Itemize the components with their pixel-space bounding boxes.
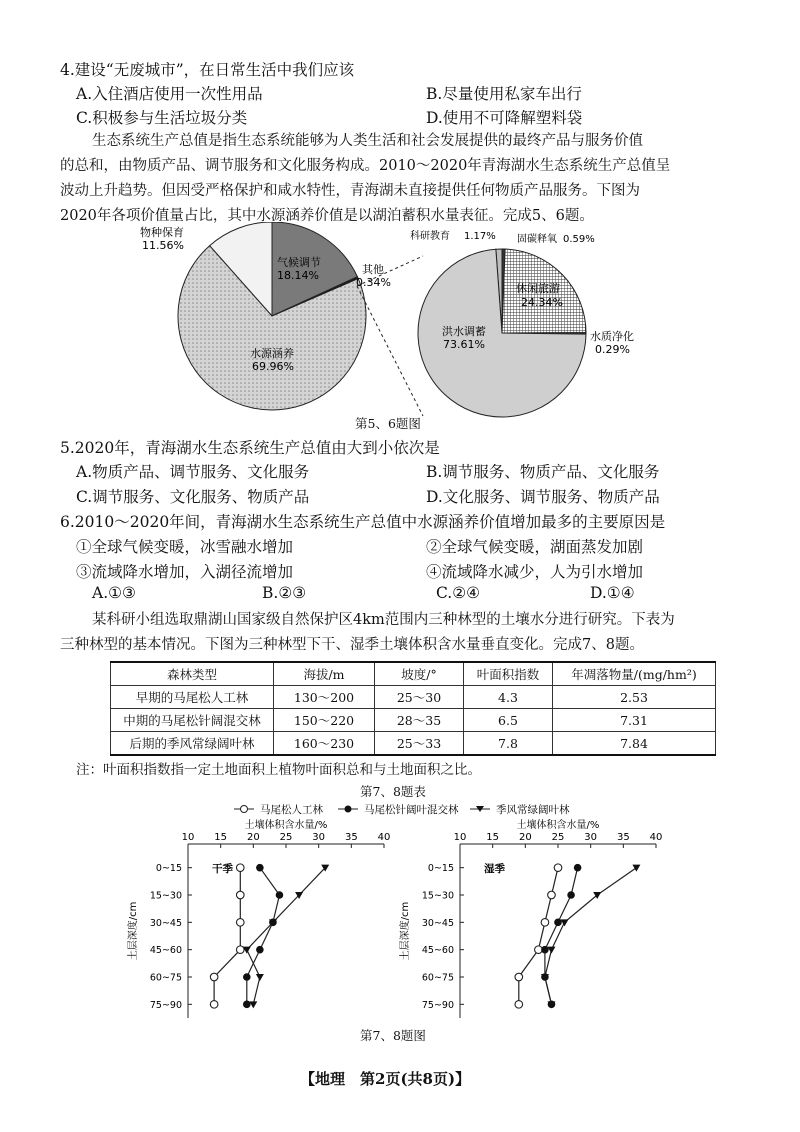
table-header-cell: 森林类型 (111, 662, 274, 686)
table-cell: 中期的马尾松针阔混交林 (111, 709, 274, 732)
line-chart-ytick-label: 0~15 (427, 863, 454, 875)
q6-item-2: ②全球气候变暖，湖面蒸发加剧 (426, 538, 644, 556)
legend-label-plantation: 马尾松人工林 (260, 804, 323, 816)
line-chart-xtick-label: 35 (616, 832, 630, 843)
table-cell: 7.84 (553, 732, 716, 756)
point-plantation (236, 919, 244, 927)
table-cell: 160～230 (274, 732, 375, 756)
line-chart-ytick-label: 30~45 (149, 917, 182, 929)
pie1-value-species: 11.56% (142, 239, 184, 252)
point-plantation (236, 864, 244, 872)
line-caption: 第7、8题图 (360, 1028, 426, 1043)
table-row (111, 732, 716, 756)
table-cell: 4.3 (464, 686, 553, 709)
intro56-line3: 波动上升趋势。但因受严格保护和咸水特性，青海湖未直接提供任何物质产品服务。下图为 (60, 183, 640, 199)
line-series-0 (519, 868, 558, 1005)
point-plantation (535, 946, 543, 954)
line-chart-xtick-label: 30 (312, 832, 326, 843)
pie2-label-flood: 洪水调蓄 (442, 325, 486, 338)
legend-label-mixed: 马尾松针阔叶混交林 (364, 804, 459, 816)
point-mixed (574, 864, 582, 872)
point-plantation (236, 891, 244, 899)
pie2-value-carbon: 0.59% (563, 234, 595, 245)
q4-option-d: D.使用不可降解塑料袋 (426, 109, 583, 127)
point-plantation (515, 973, 523, 981)
line-chart-ytick-label: 15~30 (149, 890, 182, 902)
q6-option-b: B.②③ (262, 584, 307, 602)
legend-label-broadleaf: 季风常绿阔叶林 (496, 804, 570, 816)
q5-stem: 5.2020年，青海湖水生态系统生产总值由大到小依次是 (60, 439, 440, 457)
table-cell: 7.8 (464, 732, 553, 756)
q5-option-b: B.调节服务、物质产品、文化服务 (426, 463, 660, 481)
point-mixed (276, 891, 284, 899)
point-plantation (210, 973, 218, 981)
pie1-label-other: 其他 (362, 263, 384, 276)
line-chart-ytick-label: 30~45 (421, 917, 454, 929)
line-chart-season-label: 湿季 (484, 863, 505, 875)
point-mixed (567, 891, 575, 899)
line-chart-ytick-label: 45~60 (149, 945, 182, 957)
pie2-value-research: 1.17% (464, 231, 496, 242)
point-mixed (256, 864, 264, 872)
q5-option-a: A.物质产品、调节服务、文化服务 (76, 463, 310, 481)
q4-option-b: B.尽量使用私家车出行 (426, 85, 582, 103)
line-series-2 (247, 868, 325, 1005)
line-chart-ytick-label: 75~90 (421, 999, 454, 1011)
line-chart-ytick-label: 75~90 (149, 999, 182, 1011)
table-row (111, 709, 716, 732)
table-cell: 25～33 (375, 732, 464, 756)
pie-caption: 第5、6题图 (355, 416, 421, 431)
line-chart-ytick-label: 60~75 (149, 972, 182, 984)
point-mixed (243, 973, 251, 981)
intro56-line4: 2020年各项价值量占比，其中水源涵养价值是以湖泊蓄积水量表征。完成5、6题。 (60, 208, 594, 224)
legend-marker-mixed (345, 806, 352, 813)
pie2-label-purify: 水质净化 (590, 330, 634, 343)
point-plantation (548, 891, 556, 899)
forest-table (110, 661, 716, 756)
pie2-label-tourism: 休闲旅游 (516, 282, 560, 295)
q4-option-a: A.入住酒店使用一次性用品 (76, 85, 263, 103)
line-chart-xtick-label: 15 (214, 832, 228, 843)
table-cell: 7.31 (553, 709, 716, 732)
q5-option-c: C.调节服务、文化服务、物质产品 (76, 488, 310, 506)
pie1-label-climate: 气候调节 (277, 256, 321, 269)
line-chart-xtick-label: 25 (551, 832, 565, 843)
intro56-line2: 的总和，由物质产品、调节服务和文化服务构成。2010～2020年青海湖水生态系统生产总值呈 (60, 158, 671, 174)
q5-option-d: D.文化服务、调节服务、物质产品 (426, 488, 660, 506)
q4-stem: 4.建设“无废城市”，在日常生活中我们应该 (60, 61, 355, 79)
table-cell: 后期的季风常绿阔叶林 (111, 732, 274, 756)
pie1-label-water: 水源涵养 (250, 347, 294, 360)
line-chart-ytick-label: 0~15 (155, 863, 182, 875)
q6-stem: 6.2010～2020年间，青海湖水生态系统生产总值中水源涵养价值增加最多的主要原因是 (60, 513, 666, 531)
line-series-2 (545, 868, 637, 1005)
table-note: 注：叶面积指数指一定土地面积上植物叶面积总和与土地面积之比。 (76, 762, 481, 778)
q6-item-1: ①全球气候变暖，冰雪融水增加 (76, 538, 294, 556)
q4-option-c: C.积极参与生活垃圾分类 (76, 109, 248, 127)
point-mixed (554, 919, 562, 927)
line-chart-ylabel: 土层深度/cm (400, 901, 411, 961)
line-chart-xtick-label: 20 (246, 832, 260, 843)
line-chart-season-label: 干季 (212, 863, 233, 875)
point-mixed (243, 1001, 251, 1009)
q6-item-4: ④流域降水减少，人为引水增加 (426, 563, 644, 581)
line-chart-xtick-label: 10 (181, 832, 195, 843)
pie2-label-carbon: 固碳释氧 (517, 234, 557, 245)
table-row (111, 686, 716, 709)
pie-figure (120, 222, 680, 422)
line-chart-xtick-label: 35 (344, 832, 358, 843)
table-header-cell: 坡度/° (375, 662, 464, 686)
line-chart-ylabel: 土层深度/cm (128, 901, 139, 961)
table-cell: 150～220 (274, 709, 375, 732)
line-chart-ytick-label: 15~30 (421, 890, 454, 902)
line-chart-xtick-label: 20 (518, 832, 532, 843)
pie1-label-species: 物种保育 (140, 226, 184, 239)
line-chart-ytick-label: 45~60 (421, 945, 454, 957)
table-cell: 2.53 (553, 686, 716, 709)
point-plantation (554, 864, 562, 872)
line-series-1 (247, 868, 280, 1005)
line-chart-xlabel: 土壤体积含水量/% (244, 820, 328, 831)
point-broadleaf (632, 865, 640, 872)
q6-option-a: A.①③ (92, 584, 136, 602)
point-plantation (236, 946, 244, 954)
point-plantation (541, 919, 549, 927)
pie2-value-flood: 73.61% (443, 338, 485, 351)
page-footer: 【地理 第2页(共8页)】 (300, 1070, 471, 1088)
table-caption: 第7、8题表 (360, 784, 426, 799)
point-plantation (210, 1001, 218, 1009)
line-chart-xtick-label: 40 (649, 832, 663, 843)
line-figure (120, 818, 680, 1023)
line-chart-xlabel: 土壤体积含水量/% (516, 820, 600, 831)
legend-marker-plantation (241, 806, 248, 813)
q6-option-c: C.②④ (436, 584, 481, 602)
table-header-cell: 年凋落物量/(mg/hm²) (553, 662, 716, 686)
line-chart-xtick-label: 25 (279, 832, 293, 843)
table-cell: 28～35 (375, 709, 464, 732)
pie1-value-other: 0.34% (356, 276, 391, 289)
line-chart-ytick-label: 60~75 (421, 972, 454, 984)
line-chart-xtick-label: 40 (377, 832, 391, 843)
table-header-cell: 叶面积指数 (464, 662, 553, 686)
table-cell: 早期的马尾松人工林 (111, 686, 274, 709)
table-header-cell: 海拔/m (274, 662, 375, 686)
point-broadleaf (256, 974, 264, 981)
table-cell: 130～200 (274, 686, 375, 709)
point-mixed (541, 946, 549, 954)
line-series-1 (545, 868, 578, 1005)
pie2-value-purify: 0.29% (595, 343, 630, 356)
table-cell: 25～30 (375, 686, 464, 709)
pie1-value-climate: 18.14% (277, 269, 319, 282)
line-series-0 (214, 868, 240, 1005)
intro78-line2: 三种林型的基本情况。下图为三种林型下干、湿季土壤体积含水量垂直变化。完成7、8题。 (60, 637, 644, 653)
line-legend (230, 800, 670, 818)
pie2-label-research: 科研教育 (410, 231, 450, 242)
intro78-line1: 某科研小组选取鼎湖山国家级自然保护区4km范围内三种林型的土壤水分进行研究。下表为 (92, 612, 675, 628)
connector-line-bottom (357, 286, 423, 416)
table-header-row (111, 662, 716, 686)
point-mixed (256, 946, 264, 954)
pie1-value-water: 69.96% (252, 360, 294, 373)
intro56-line1: 生态系统生产总值是指生态系统能够为人类生活和社会发展提供的最终产品与服务价值 (92, 133, 643, 149)
line-chart-xtick-label: 10 (453, 832, 467, 843)
pie2-value-tourism: 24.34% (521, 296, 563, 309)
q6-option-d: D.①④ (590, 584, 635, 602)
point-plantation (515, 1001, 523, 1009)
line-chart-xtick-label: 30 (584, 832, 598, 843)
q6-item-3: ③流域降水增加，入湖径流增加 (76, 563, 294, 581)
line-chart-xtick-label: 15 (486, 832, 500, 843)
table-cell: 6.5 (464, 709, 553, 732)
